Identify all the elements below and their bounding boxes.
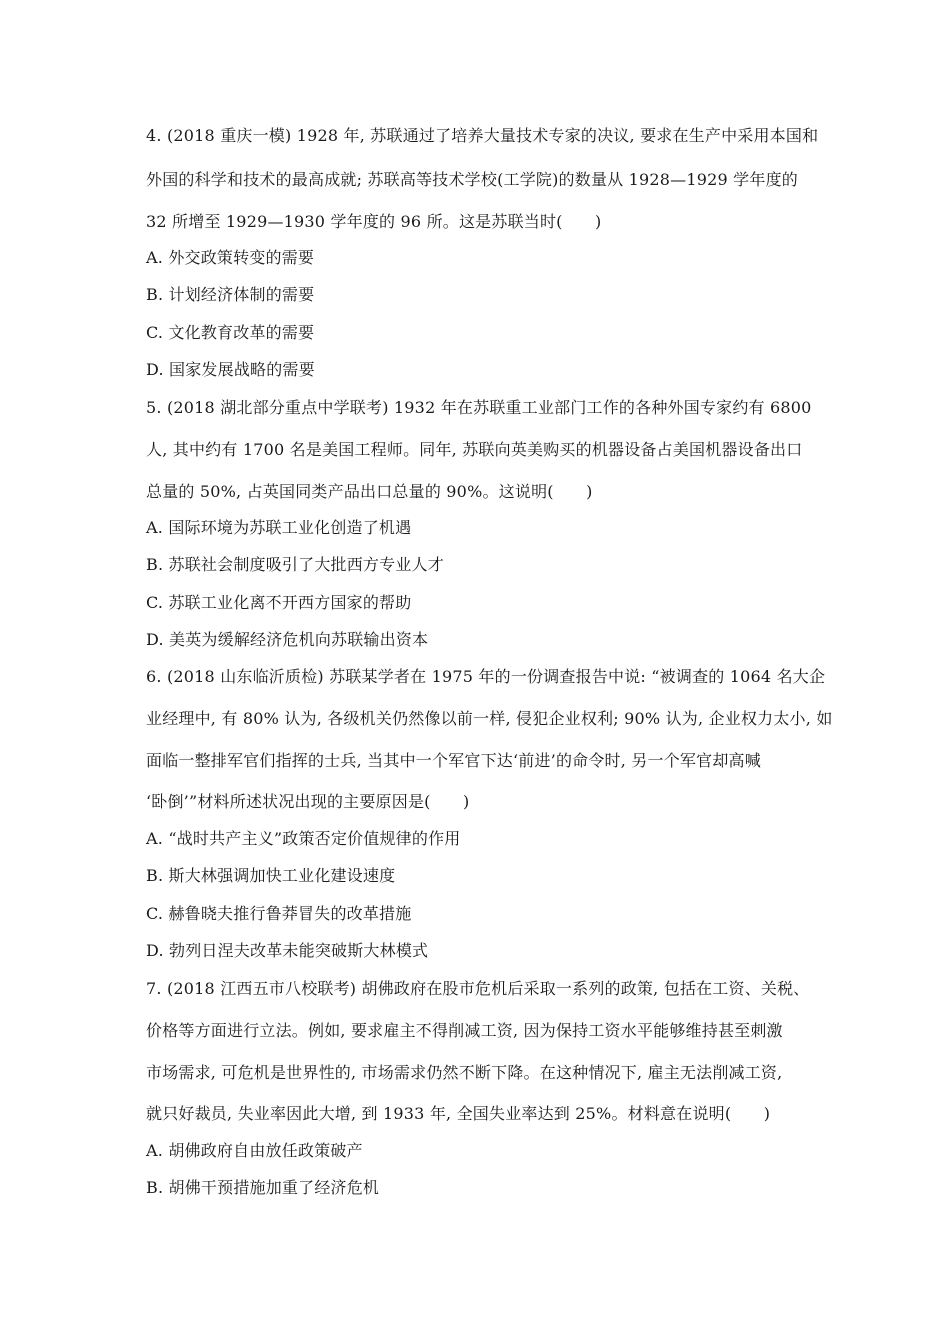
q6-option-a: A. “战时共产主义”政策否定价值规律的作用 bbox=[146, 829, 461, 848]
q5-option-c: C. 苏联工业化离不开西方国家的帮助 bbox=[146, 593, 412, 612]
q7-stem-line-3: 市场需求, 可危机是世界性的, 市场需求仍然不断下降。在这种情况下, 雇主无法削减工资, bbox=[146, 1063, 783, 1082]
q4-option-c: C. 文化教育改革的需要 bbox=[146, 323, 315, 342]
q4-stem-line-2: 外国的科学和技术的最高成就; 苏联高等技术学校(工学院)的数量从 1928—1929 学年度的 bbox=[146, 170, 798, 189]
q7-option-a: A. 胡佛政府自由放任政策破产 bbox=[146, 1141, 363, 1160]
q6-option-b: B. 斯大林强调加快工业化建设速度 bbox=[146, 866, 396, 885]
q4-option-a: A. 外交政策转变的需要 bbox=[146, 248, 315, 267]
q6-option-d: D. 勃列日涅夫改革未能突破斯大林模式 bbox=[146, 941, 429, 960]
q7-option-b: B. 胡佛干预措施加重了经济危机 bbox=[146, 1178, 380, 1197]
q5-stem-line-3: 总量的 50%, 占英国同类产品出口总量的 90%。这说明( ) bbox=[146, 482, 593, 501]
q4-option-d: D. 国家发展战略的需要 bbox=[146, 360, 315, 379]
q7-stem-line-1: 7. (2018 江西五市八校联考) 胡佛政府在股市危机后采取一系列的政策, 包括在工资、关税、 bbox=[146, 979, 810, 998]
q7-stem-line-2: 价格等方面进行立法。例如, 要求雇主不得削减工资, 因为保持工资水平能够维持甚至刺激 bbox=[146, 1021, 783, 1040]
q5-stem-line-2: 人, 其中约有 1700 名是美国工程师。同年, 苏联向英美购买的机器设备占美国机器设备出口 bbox=[146, 440, 803, 459]
q5-option-d: D. 美英为缓解经济危机向苏联输出资本 bbox=[146, 630, 429, 649]
q4-option-b: B. 计划经济体制的需要 bbox=[146, 285, 315, 304]
q6-stem-line-4: ‘卧倒’”材料所述状况出现的主要原因是( ) bbox=[146, 792, 470, 811]
q6-option-c: C. 赫鲁晓夫推行鲁莽冒失的改革措施 bbox=[146, 904, 412, 923]
q6-stem-line-2: 业经理中, 有 80% 认为, 各级机关仍然像以前一样, 侵犯企业权利; 90% 认为, 企业权力太小, 如 bbox=[146, 709, 833, 728]
q6-stem-line-3: 面临一整排军官们指挥的士兵, 当其中一个军官下达‘前进’的命令时, 另一个军官却高喊 bbox=[146, 751, 761, 770]
q4-stem-line-1: 4. (2018 重庆一模) 1928 年, 苏联通过了培养大量技术专家的决议, 要求在生产中采用本国和 bbox=[146, 126, 819, 145]
q5-option-b: B. 苏联社会制度吸引了大批西方专业人才 bbox=[146, 555, 444, 574]
q6-stem-line-1: 6. (2018 山东临沂质检) 苏联某学者在 1975 年的一份调查报告中说: “被调查的 1064 名大企 bbox=[146, 667, 826, 686]
q5-stem-line-1: 5. (2018 湖北部分重点中学联考) 1932 年在苏联重工业部门工作的各种外国专家约有 6800 bbox=[146, 398, 812, 417]
q5-option-a: A. 国际环境为苏联工业化创造了机遇 bbox=[146, 518, 412, 537]
q7-stem-line-4: 就只好裁员, 失业率因此大增, 到 1933 年, 全国失业率达到 25%。材料意在说明( ) bbox=[146, 1104, 771, 1123]
q4-stem-line-3: 32 所增至 1929—1930 学年度的 96 所。这是苏联当时( ) bbox=[146, 212, 602, 231]
